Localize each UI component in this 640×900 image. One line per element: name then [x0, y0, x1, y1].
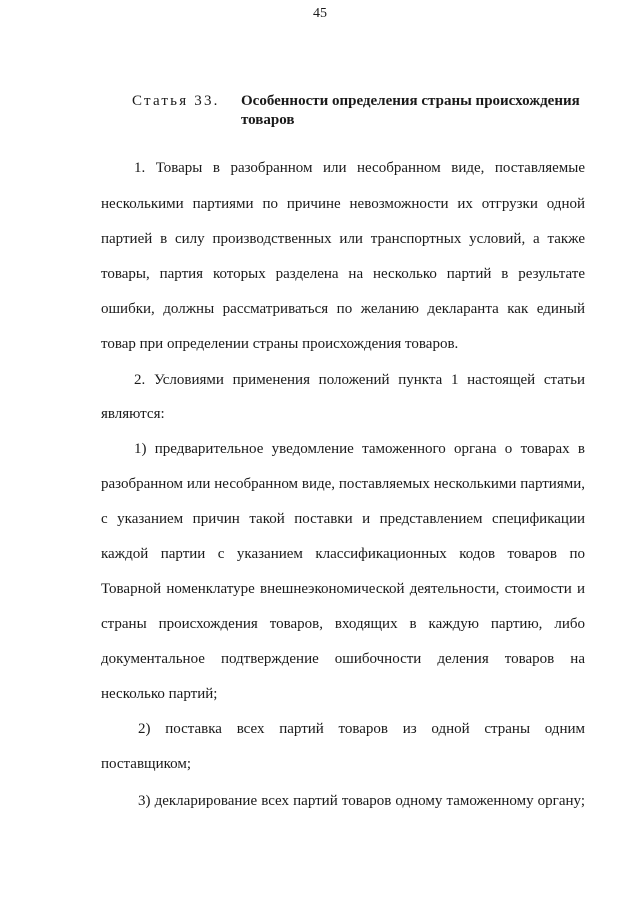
text-line: 1) предварительное уведомление таможенного органа о товарах в	[134, 441, 585, 457]
text-line: с указанием причин такой поставки и представлением спецификации	[101, 511, 585, 527]
text-line: ошибки, должны рассматриваться по желанию декларанта как единый	[101, 301, 585, 317]
text-line: товары, партия которых разделена на несколько партий в результате	[101, 266, 585, 282]
text-line: документальное подтверждение ошибочности деления товаров на	[101, 651, 585, 667]
text-line: 1. Товары в разобранном или несобранном виде, поставляемые	[134, 160, 585, 176]
text-line: товар при определении страны происхождения товаров.	[101, 336, 459, 352]
page-number: 45	[313, 6, 327, 21]
text-line: Товарной номенклатуре внешнеэкономической деятельности, стоимости и	[101, 581, 585, 597]
article-label: Статья 33.	[132, 93, 220, 109]
text-line: 3) декларирование всех партий товаров одному таможенному органу;	[138, 793, 585, 809]
text-line: являются:	[101, 406, 165, 422]
article-title: Особенности определения страны происхождения товаров	[241, 93, 580, 128]
text-line: каждой партии с указанием классификационных кодов товаров по	[101, 546, 585, 562]
text-line: несколько партий;	[101, 686, 218, 702]
text-line: разобранном или несобранном виде, поставляемых несколькими партиями,	[101, 476, 585, 492]
text-line: партией в силу производственных или транспортных условий, а также	[101, 231, 585, 247]
text-line: страны происхождения товаров, входящих в каждую партию, либо	[101, 616, 585, 632]
text-line: поставщиком;	[101, 756, 192, 772]
text-line: несколькими партиями по причине невозможности их отгрузки одной	[101, 196, 585, 212]
text-line: 2. Условиями применения положений пункта 1 настоящей статьи	[134, 372, 585, 388]
text-line: 2) поставка всех партий товаров из одной страны одним	[138, 721, 585, 737]
